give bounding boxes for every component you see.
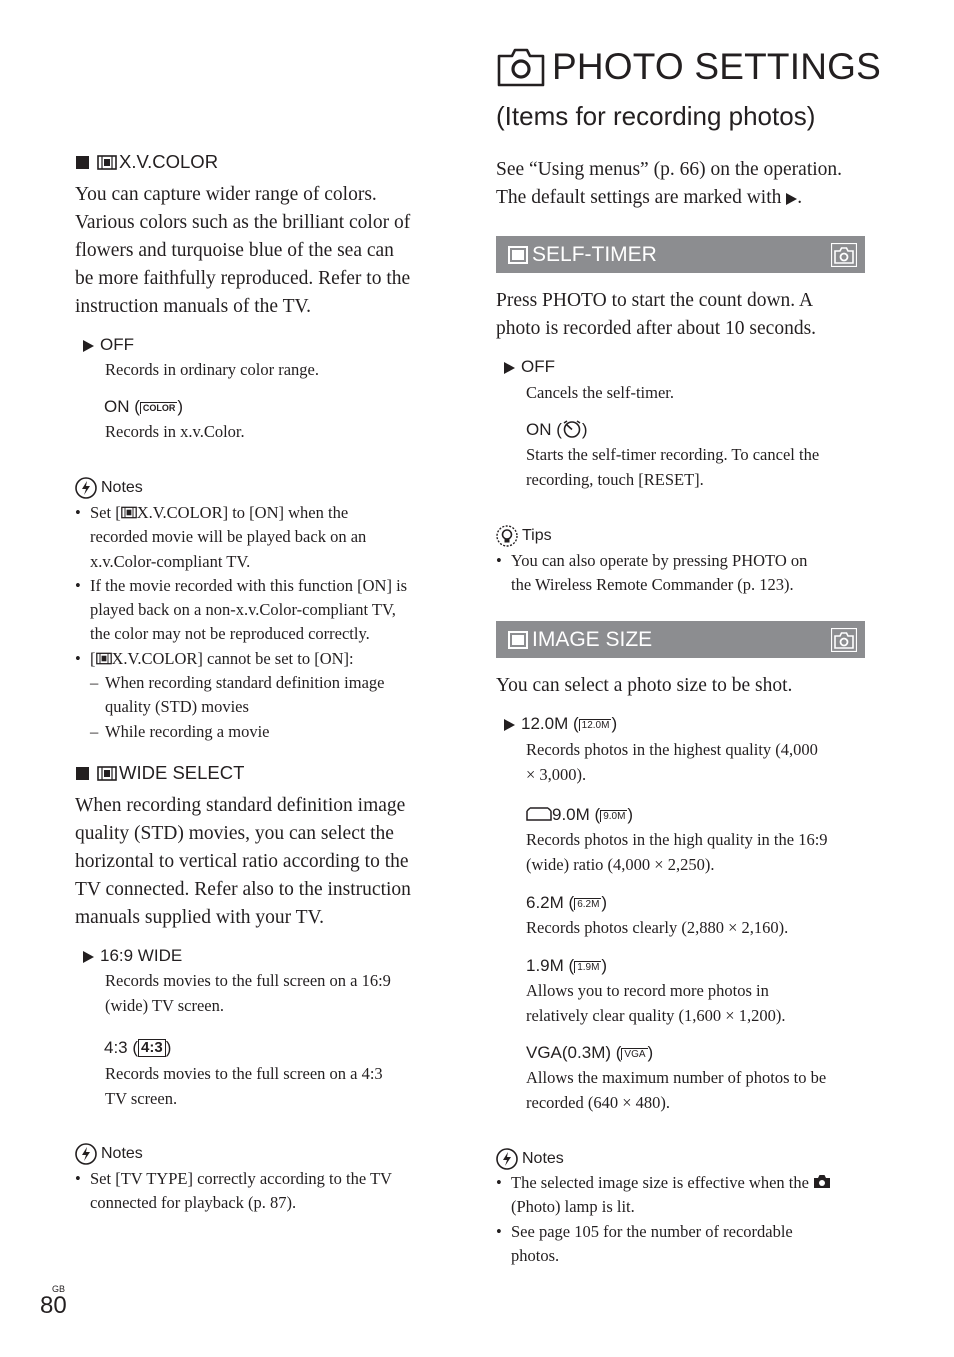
note-subitem: – While recording a movie xyxy=(90,720,455,744)
notes-icon xyxy=(75,1143,97,1165)
body-line: When recording standard definition image xyxy=(75,795,406,816)
intro-text: See “Using menus” (p. 66) on the operation. The default settings are marked with . xyxy=(496,159,843,208)
tips-lightbulb-icon xyxy=(496,525,518,547)
default-marker-icon xyxy=(504,719,515,731)
body-line: TV connected. Refer also to the instruction xyxy=(75,879,411,900)
wide-ratio-icon xyxy=(526,807,552,821)
option-6m-desc: Records photos clearly (2,880 × 2,160). xyxy=(526,918,789,937)
default-marker-icon xyxy=(786,193,797,205)
6m-size-icon: 6.2M xyxy=(574,898,601,910)
body-line: manuals supplied with your TV. xyxy=(75,907,324,928)
note-item: • Set [TV TYPE] correctly according to the TV connected for playback (p. 87). xyxy=(75,1167,455,1216)
note-item: • [ X.V.COLOR] cannot be set to [ON]: – When recording standard definition image quality (STD) movies – While recording a movie xyxy=(75,647,455,744)
body-line: horizontal to vertical ratio according to the xyxy=(75,851,409,872)
option-on: ON ( ) xyxy=(526,420,588,439)
xvcolor-heading: X.V.COLOR xyxy=(76,151,218,173)
movie-icon xyxy=(121,506,137,519)
option-9m: 9.0M ( 9.0M ) xyxy=(526,804,633,826)
image-size-description: You can select a photo size to be shot. xyxy=(496,675,793,696)
option-vga: VGA(0.3M) ( VGA ) xyxy=(526,1043,654,1062)
wide-select-heading: WIDE SELECT xyxy=(76,762,244,784)
note-item: • See page 105 for the number of recordable photos. xyxy=(496,1220,876,1269)
section-square-icon xyxy=(76,156,89,169)
body-line: instruction manuals of the TV. xyxy=(75,296,311,317)
page-lang: GB xyxy=(52,1284,66,1294)
default-marker-icon xyxy=(83,951,94,963)
option-6m: 6.2M ( 6.2M ) xyxy=(526,893,608,912)
notes-heading: Notes xyxy=(496,1148,564,1170)
image-size-header: IMAGE SIZE xyxy=(496,621,865,658)
self-timer-header: SELF-TIMER xyxy=(496,236,865,273)
wide-select-description xyxy=(75,792,455,932)
section-square-icon xyxy=(76,767,89,780)
xvcolor-icon: COLOR xyxy=(140,402,178,414)
menu-item-icon xyxy=(508,246,528,264)
camera-icon xyxy=(831,628,857,652)
xvcolor-description xyxy=(75,181,455,321)
notes-list xyxy=(75,501,455,744)
body-line: Various colors such as the brilliant color of xyxy=(75,212,411,233)
tips-list xyxy=(496,549,876,598)
option-4-3-desc: Records movies to the full screen on a 4:3 TV screen. xyxy=(105,1064,383,1108)
1-9m-size-icon: 1.9M xyxy=(574,961,601,973)
notes-list xyxy=(75,1167,455,1216)
4-3-icon: 4:3 xyxy=(138,1039,166,1057)
movie-icon xyxy=(96,652,112,665)
body-line: flowers and turquoise blue of the sea can xyxy=(75,240,394,261)
movie-icon xyxy=(97,766,117,781)
page-title: PHOTO SETTINGS xyxy=(496,46,881,88)
camera-icon xyxy=(831,243,857,267)
option-off-desc: Cancels the self-timer. xyxy=(526,383,674,402)
movie-icon xyxy=(97,155,117,170)
notes-list xyxy=(496,1171,876,1268)
tip-item: • You can also operate by pressing PHOTO on the Wireless Remote Commander (p. 123). xyxy=(496,549,876,598)
tips-heading: Tips xyxy=(496,525,552,547)
notes-heading: Notes xyxy=(75,477,143,499)
option-off-desc: Records in ordinary color range. xyxy=(105,360,319,379)
option-4-3: 4:3 ( 4:3 ) xyxy=(104,1038,172,1057)
notes-icon xyxy=(75,477,97,499)
self-timer-icon xyxy=(562,420,582,438)
option-9m-desc: Records photos in the high quality in the 16:9 (wide) ratio (4,000 × 2,250). xyxy=(526,830,828,874)
body-line: You can capture wider range of colors. xyxy=(75,184,377,205)
notes-icon xyxy=(496,1148,518,1170)
note-item: • If the movie recorded with this function [ON] is played back on a non-x.v.Color-compliant TV, the color may not be reproduced correctly. xyxy=(75,574,455,647)
option-1-9m: 1.9M ( 1.9M ) xyxy=(526,956,608,975)
self-timer-description: Press PHOTO to start the count down. A photo is recorded after about 10 seconds. xyxy=(496,290,817,339)
note-item: • The selected image size is effective when the (Photo) lamp is lit. xyxy=(496,1171,876,1220)
option-on-desc: Starts the self-timer recording. To cancel the recording, touch [RESET]. xyxy=(526,445,820,489)
vga-size-icon: VGA xyxy=(621,1048,647,1060)
note-subitem: – When recording standard definition image quality (STD) movies xyxy=(90,671,455,720)
option-12m-desc: Records photos in the highest quality (4,000 × 3,000). xyxy=(526,740,818,784)
default-marker-icon xyxy=(504,362,515,374)
option-1-9m-desc: Allows you to record more photos in relatively clear quality (1,600 × 1,200). xyxy=(526,981,786,1025)
option-off: OFF xyxy=(83,334,134,356)
option-off: OFF xyxy=(504,356,555,378)
notes-heading: Notes xyxy=(75,1143,143,1165)
option-on: ON ( COLOR ) xyxy=(104,397,184,416)
page-subtitle: (Items for recording photos) xyxy=(496,101,816,131)
body-line: be more faithfully reproduced. Refer to the xyxy=(75,268,411,289)
option-vga-desc: Allows the maximum number of photos to be recorded (640 × 480). xyxy=(526,1068,827,1112)
option-on-desc: Records in x.v.Color. xyxy=(105,422,245,441)
option-12m: 12.0M ( 12.0M ) xyxy=(504,713,617,735)
12m-size-icon: 12.0M xyxy=(579,719,612,731)
9m-size-icon: 9.0M xyxy=(600,810,627,822)
option-16-9-desc: Records movies to the full screen on a 16:9 (wide) TV screen. xyxy=(105,971,391,1015)
option-16-9-wide: 16:9 WIDE xyxy=(83,945,182,967)
body-line: quality (STD) movies, you can select the xyxy=(75,823,394,844)
note-item: • Set [ X.V.COLOR] to [ON] when the recorded movie will be played back on an x.v.Color-compliant TV. xyxy=(75,501,455,574)
menu-item-icon xyxy=(508,631,528,649)
default-marker-icon xyxy=(83,340,94,352)
page-number: 80 xyxy=(40,1292,67,1319)
photo-camera-icon xyxy=(813,1174,831,1189)
camera-icon xyxy=(496,46,546,88)
